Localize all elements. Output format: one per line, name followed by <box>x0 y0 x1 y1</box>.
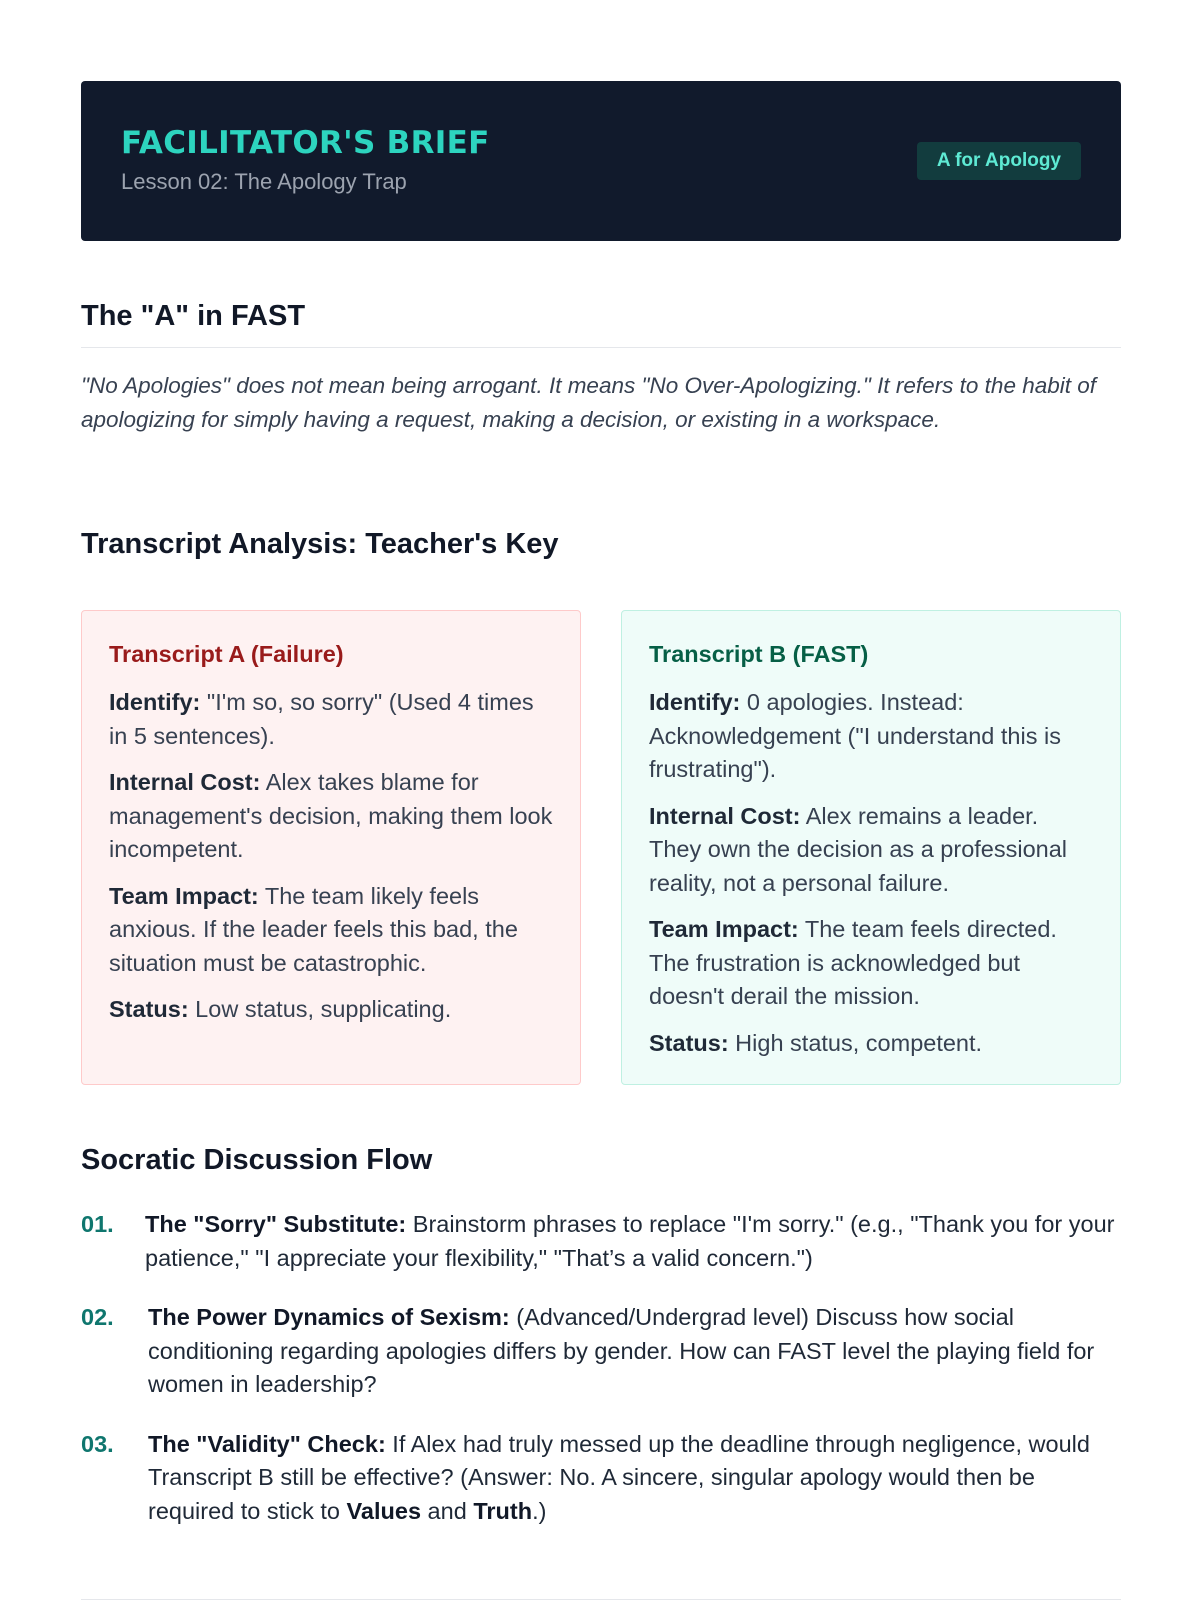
card-item <box>109 880 554 981</box>
item-strong: Values <box>346 1497 422 1524</box>
card-item <box>649 913 1094 1014</box>
discussion-list <box>81 1208 1121 1554</box>
list-item <box>81 1301 1121 1402</box>
card-item <box>649 800 1094 901</box>
list-item <box>81 1208 1121 1275</box>
card-item-label: Internal Cost: <box>109 769 261 795</box>
card-item-label: Identify: <box>649 689 741 715</box>
card-item-label: Status: <box>649 1029 729 1056</box>
item-number: 02. <box>81 1304 114 1330</box>
intro-paragraph: "No Apologies" does not mean being arrogant. It means "No Over-Apologizing." It refers to the habit of apologizing for simply having a request, making a decision, or existing in a workspace. <box>81 373 1097 432</box>
item-text <box>148 1301 1121 1402</box>
lesson-subtitle: Lesson 02: The Apology Trap <box>121 169 407 194</box>
card-item-label: Internal Cost: <box>649 802 801 829</box>
item-strong: Truth <box>473 1497 533 1524</box>
card-item-text: High status, competent. <box>728 1029 983 1056</box>
card-item-text: 0 apologies. Instead: Acknowledgement ("I understand this is frustrating"). <box>649 689 1061 782</box>
card-title: Transcript B (FAST) <box>649 641 869 667</box>
item-body: .) <box>532 1497 547 1524</box>
card-item-text: The team feels directed. The frustration is acknowledged but doesn't derail the mission. <box>649 916 1057 1009</box>
brief-title: FACILITATOR'S BRIEF <box>121 125 490 161</box>
card-item-label: Identify: <box>109 689 201 715</box>
card-item <box>109 993 554 1027</box>
item-body: If Alex had truly messed up the deadline through negligence, would Transcript B still be effective? (Answer: No. A sincere, singular apology would then be required to stick to <box>148 1430 1090 1524</box>
item-label: The "Validity" Check: <box>148 1430 386 1457</box>
item-body: Brainstorm phrases to replace "I'm sorry." (e.g., "Thank you for your patience," "I appreciate your flexibility," "That’s a valid concern.") <box>145 1211 1115 1271</box>
item-text <box>148 1428 1121 1529</box>
section-heading-transcript: Transcript Analysis: Teacher's Key <box>81 528 559 560</box>
brief-header <box>81 81 1121 241</box>
lesson-badge: A for Apology <box>917 142 1081 180</box>
item-body: (Advanced/Undergrad level) Discuss how social conditioning regarding apologies differs by gender. How can FAST level the playing field for women in leadership? <box>148 1304 1095 1397</box>
card-item-text: "I'm so, so sorry" (Used 4 times in 5 sentences). <box>109 689 534 749</box>
item-body: and <box>421 1497 474 1524</box>
card-item-text: Alex takes blame for management's decision, making them look incompetent. <box>109 769 553 862</box>
section-heading-socratic: Socratic Discussion Flow <box>81 1144 433 1176</box>
item-text <box>145 1208 1121 1275</box>
list-item <box>81 1428 1121 1529</box>
card-item <box>649 686 1094 787</box>
card-item <box>109 686 554 753</box>
card-item-text: Low status, supplicating. <box>188 996 452 1022</box>
card-item-label: Team Impact: <box>649 916 799 942</box>
item-label: The Power Dynamics of Sexism: <box>148 1304 510 1330</box>
card-item-text: Alex remains a leader. They own the decision as a professional reality, not a personal failure. <box>649 802 1068 896</box>
transcript-a-card <box>81 610 581 1085</box>
item-number: 01. <box>81 1211 114 1237</box>
card-item-label: Team Impact: <box>109 882 259 909</box>
item-number: 03. <box>81 1430 114 1457</box>
card-title: Transcript A (Failure) <box>109 641 344 667</box>
section-heading-fast: The "A" in FAST <box>81 300 306 332</box>
card-item-text: The team likely feels anxious. If the leader feels this bad, the situation must be catastrophic. <box>109 882 518 976</box>
item-label: The "Sorry" Substitute: <box>145 1211 407 1237</box>
section-divider <box>81 347 1121 348</box>
card-item-label: Status: <box>109 996 189 1022</box>
card-item <box>649 1027 1094 1061</box>
transcript-b-card <box>621 610 1121 1085</box>
card-item <box>109 766 554 867</box>
